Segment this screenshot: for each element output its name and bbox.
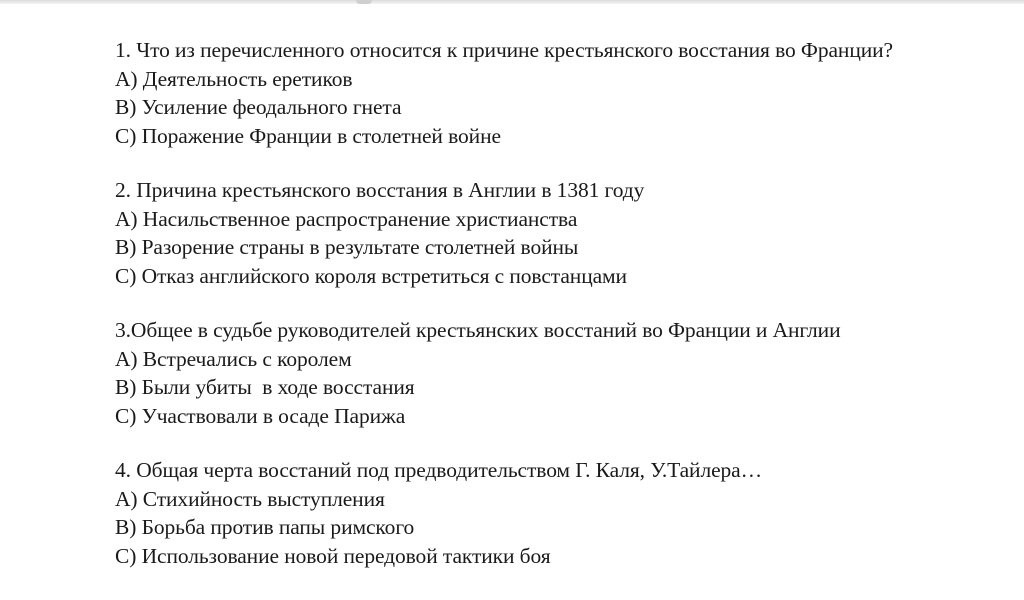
top-notch bbox=[356, 0, 372, 4]
question-2-option-b: B) Разорение страны в результате столетней войны bbox=[115, 235, 579, 259]
question-4-option-c: C) Использование новой передовой тактики боя bbox=[115, 543, 551, 568]
top-border bbox=[0, 0, 1024, 4]
question-3-option-c: C) Участвовали в осаде Парижа bbox=[115, 403, 406, 428]
question-1-option-a: A) Деятельность еретиков bbox=[115, 66, 353, 91]
question-2 bbox=[115, 176, 1020, 290]
question-2-text: 2. Причина крестьянского восстания в Англии в 1381 году bbox=[115, 178, 645, 202]
question-2-option-c: C) Отказ английского короля встретиться с повстанцами bbox=[115, 263, 627, 288]
question-3-text: 3.Общее в судьбе руководителей крестьянских восстаний во Франции и Англии bbox=[115, 318, 841, 342]
quiz-document bbox=[115, 36, 1020, 570]
question-2-option-a: A) Насильственное распространение христианства bbox=[115, 206, 578, 231]
question-1-text: 1. Что из перечисленного относится к причине крестьянского восстания во Франции? bbox=[115, 38, 893, 62]
question-4 bbox=[115, 456, 1020, 570]
question-3-option-b: B) Были убиты в ходе восстания bbox=[115, 375, 415, 399]
question-3 bbox=[115, 316, 1020, 430]
question-1 bbox=[115, 36, 1020, 150]
question-1-option-b: B) Усиление феодального гнета bbox=[115, 95, 402, 119]
question-4-text: 4. Общая черта восстаний под предводительством Г. Каля, У.Тайлера… bbox=[115, 458, 763, 482]
question-4-option-a: A) Стихийность выступления bbox=[115, 486, 385, 511]
question-1-option-c: C) Поражение Франции в столетней войне bbox=[115, 123, 501, 148]
question-4-option-b: B) Борьба против папы римского bbox=[115, 515, 415, 539]
question-3-option-a: A) Встречались с королем bbox=[115, 346, 352, 371]
